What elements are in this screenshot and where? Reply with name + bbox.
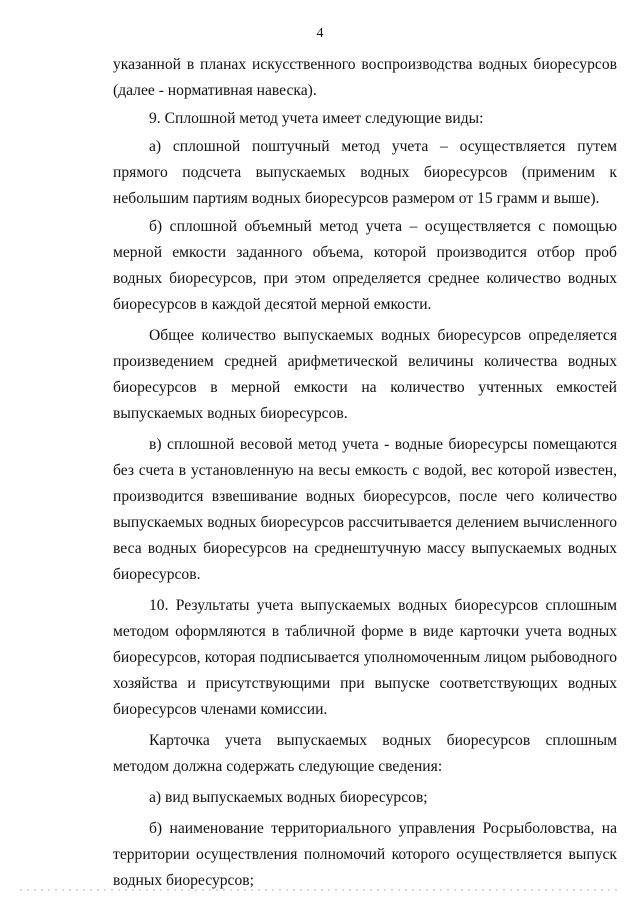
paragraph-card-item-b: б) наименование территориального управления Росрыболовства, на территории осуществления полномочий которого осуществляется выпуск водных биоресурсов; bbox=[113, 820, 617, 889]
page-number: 4 bbox=[316, 26, 324, 41]
scan-artifact-line bbox=[20, 889, 620, 891]
paragraph-item-9: 9. Сплошной метод учета имеет следующие виды: bbox=[149, 110, 484, 127]
paragraph-total-quantity: Общее количество выпускаемых водных биоресурсов определяется произведением средней арифметической величины количества водных биоресурсов в мерной емкости на количество учтенных емкостей выпускаемых водных биоресурсов. bbox=[113, 327, 617, 422]
document-body bbox=[113, 52, 617, 894]
paragraph-item-9v: в) сплошной весовой метод учета - водные биоресурсы помещаются без счета в установленную на весы емкость с водой, вес которой известен, производится взвешивание водных биоресурсов, после чего количество выпускаемых водных биоресурсов рассчитывается делением вычисленного веса водных биоресурсов на среднештучную массу выпускаемых водных биоресурсов. bbox=[113, 436, 617, 583]
paragraph-item-9b: б) сплошной объемный метод учета – осуществляется с помощью мерной емкости заданного объема, которой производится отбор проб водных биоресурсов, при этом определяется среднее количество водных биоресурсов в каждой десятой мерной емкости. bbox=[113, 218, 617, 313]
paragraph-continuation: указанной в планах искусственного воспроизводства водных биоресурсов (далее - нормативная навеска). bbox=[113, 56, 617, 99]
paragraph-item-10: 10. Результаты учета выпускаемых водных биоресурсов сплошным методом оформляются в табличной форме в виде карточки учета водных биоресурсов, которая подписывается уполномоченным лицом рыбоводного хозяйства и присутствующими при выпуске соответствующих водных биоресурсов членами комиссии. bbox=[113, 597, 617, 718]
paragraph-card-contents: Карточка учета выпускаемых водных биоресурсов сплошным методом должна содержать следующие сведения: bbox=[113, 732, 617, 775]
paragraph-card-item-a: а) вид выпускаемых водных биоресурсов; bbox=[149, 789, 428, 806]
paragraph-item-9a: а) сплошной поштучный метод учета – осуществляется путем прямого подсчета выпускаемых водных биоресурсов (применим к небольшим партиям водных биоресурсов размером от 15 грамм и выше). bbox=[113, 138, 617, 207]
